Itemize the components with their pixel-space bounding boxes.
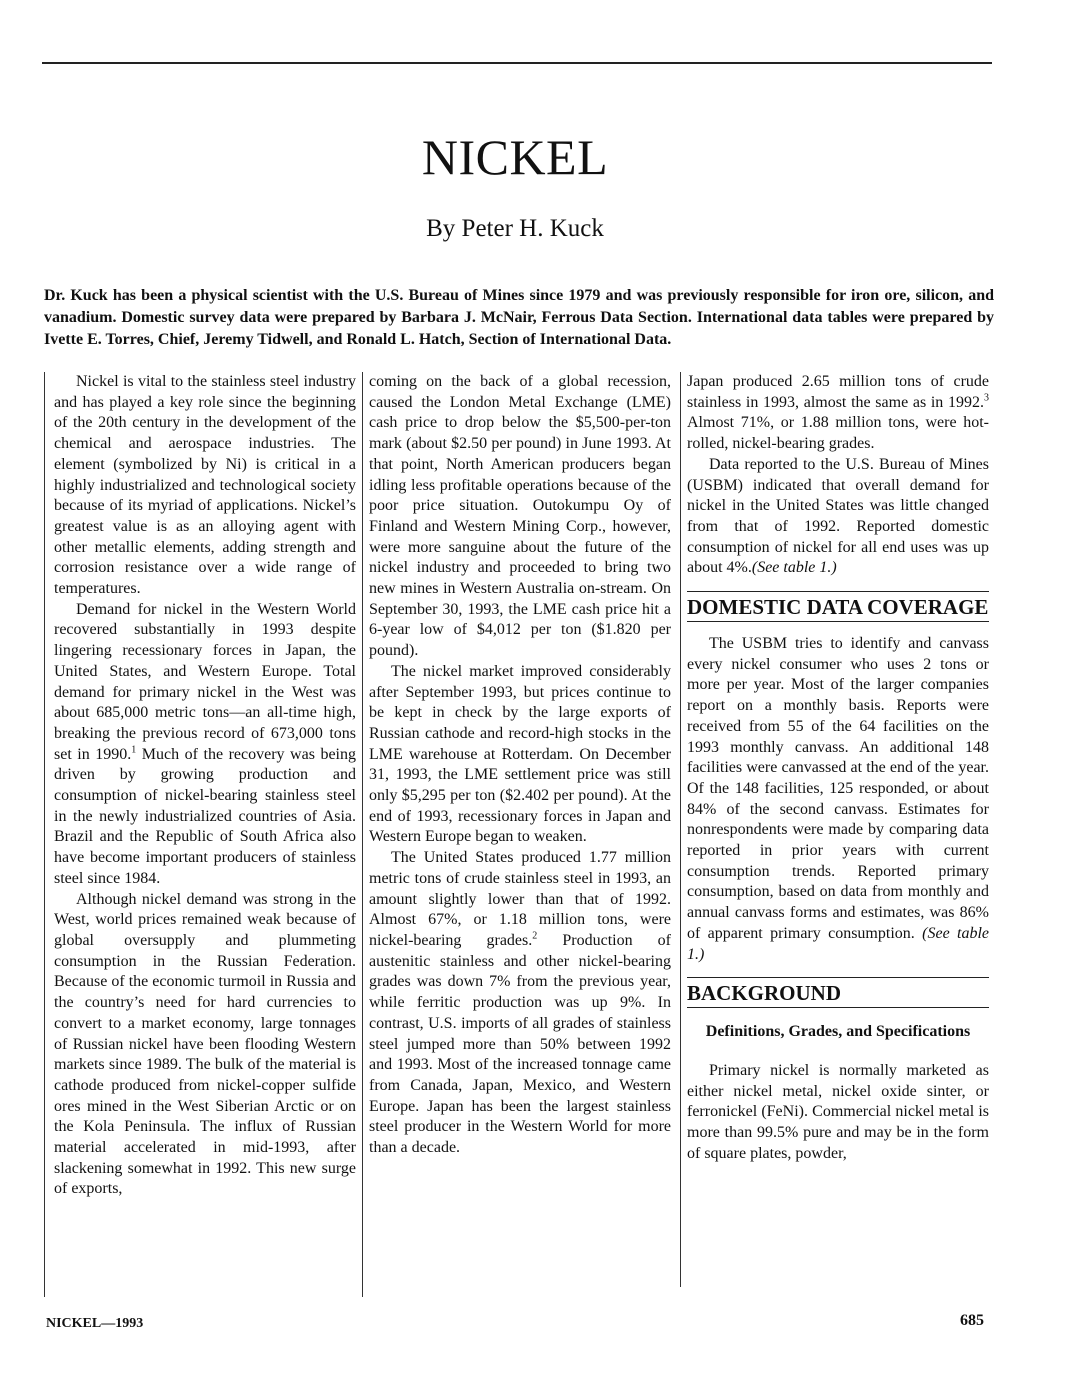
column-2: [369, 372, 671, 1159]
column-rule-left: [44, 372, 45, 1297]
column-1: [54, 372, 356, 1200]
page-title: NICKEL: [421, 129, 609, 185]
author-note: Dr. Kuck has been a physical scientist with the U.S. Bureau of Mines since 1979 and was previously responsible for iron ore, silicon, and vanadium. Domestic survey data were prepared by Barbara J. McNair, Ferrous Data Section. International data tables were prepared by Ivette E. Torres, Chief, Jeremy Tidwell, and Ronald L. Hatch, Section of International Data.: [44, 287, 994, 348]
subsection-heading: Definitions, Grades, and Specifications: [705, 1023, 971, 1041]
footnote-ref: 1: [131, 744, 137, 756]
paragraph: Demand for nickel in the Western World recovered substantially in 1993 despite lingering recessionary forces in Japan, the United States, and Western Europe. Total demand for primary nickel in the West was about 685,000 metric tons—an all-time high, breaking the previous record of 673,000 tons set in 1990.$^1$ Much of the recovery was being driven by growing production and consumption of nickel-bearing stainless steel in the newly industrialized countries of Asia. Brazil and the Republic of South Africa also have become important producers of stainless steel since 1984.: [54, 600, 356, 887]
author-byline: By Peter H. Kuck: [426, 215, 604, 242]
page-number: 685: [960, 1312, 984, 1329]
paragraph: Primary nickel is normally marketed as either nickel metal, nickel oxide sinter, or ferronickel (FeNi). Commercial nickel metal is more than 99.5% pure and may be in the form of square plates, powder,: [687, 1061, 989, 1162]
paragraph: Data reported to the U.S. Bureau of Mines (USBM) indicated that overall demand for nickel in the United States was little changed from that of 1992. Reported domestic consumption of nickel for all end uses was up about 4%.(See table 1.): [687, 455, 989, 577]
paragraph: coming on the back of a global recession, caused the London Metal Exchange (LME) cash price to drop below the $5,500-per-ton mark (about $2.50 per pound) in June 1993. At that point, North American producers began idling less profitable operations because of the poor price situation. Outokumpu Oy of Finland and Western Mining Corp., however, were more sanguine about the future of the nickel industry and proceeded to bring two new mines in Western Australia on-stream. On September 30, 1993, the LME cash price hit a 6-year low of $4,012 per ton ($1.820 per pound).: [369, 373, 671, 660]
table-reference: (See table 1.): [751, 559, 837, 577]
paragraph: Japan produced 2.65 million tons of crude stainless in 1993, almost the same as in 1992.$^3$ Almost 71%, or 1.88 million tons, were hot-rolled, nickel-bearing grades.: [687, 373, 989, 453]
running-footer: NICKEL—1993: [46, 1316, 144, 1331]
table-reference: (See table 1.): [687, 924, 990, 963]
paragraph: The United States produced 1.77 million metric tons of crude stainless steel in 1993, an amount slightly lower than that of 1992. Almost 67%, or 1.18 million tons, were nickel-bearing grades.$^2$ Production of austenitic stainless and other nickel-bearing grades was down 7% from the previous year, while ferritic production was up 9%. In contrast, U.S. imports of all grades of stainless steel jumped more than 50% between 1992 and 1993. Most of the increased tonnage came from Canada, Japan, Mexico, and Western Europe. Japan has been the largest stainless steel producer in the Western World for more than a decade.: [369, 849, 672, 1157]
section-heading-background: BACKGROUND: [687, 977, 989, 1008]
paragraph: The nickel market improved considerably after September 1993, but prices continue to be kept in check by the large exports of Russian cathode and record-high stocks in the LME warehouse at Rotterdam. On December 31, 1993, the LME settlement price was still only $5,295 per ton ($2.402 per pound). At the end of 1993, recessionary forces in Japan and Western Europe began to weaken.: [369, 662, 671, 846]
footnote-ref: 3: [984, 392, 989, 404]
paragraph: Nickel is vital to the stainless steel industry and has played a key role since the beginning of the 20th century in the development of the chemical and aerospace industries. The element (symbolized by Ni) is critical in a highly industrialized and technological society because of its myriad of applications. Nickel’s greatest value is as an alloying agent with other metallic elements, adding strength and corrosion resistance over a wide range of temperatures.: [54, 373, 356, 598]
section-heading-domestic-data-coverage: DOMESTIC DATA COVERAGE: [687, 591, 989, 622]
column-rule-right: [680, 372, 681, 1287]
column-3: [687, 372, 989, 1165]
top-rule: [42, 62, 992, 64]
column-rule-middle: [362, 372, 363, 1297]
paragraph: Although nickel demand was strong in the West, world prices remained weak because of global oversupply and plummeting consumption in the Russian Federation. Because of the economic turmoil in Russia and the country’s need for hard currencies to convert to a market economy, large tonnages of Russian nickel have been flooding Western markets since 1989. The bulk of the material is cathode produced from nickel-copper sulfide ores mined in the West Siberian Arctic or on the Kola Peninsula. The influx of Russian material accelerated in mid-1993, after slackening somewhat in 1992. This new surge of exports,: [54, 890, 356, 1198]
paragraph: The USBM tries to identify and canvass every nickel consumer who uses 2 tons or more per year. Most of the larger companies report on a monthly basis. Reports were received from 55 of the 64 facilities on the 1993 monthly canvass. An additional 148 facilities were canvassed at the end of the year. Of the 148 facilities, 125 responded, or about 84% of the second canvass. Estimates for nonrespondents were made by comparing data reported in prior years with current consumption trends. Reported primary consumption, based on data from monthly and annual canvass forms and estimates, was 86% of apparent primary consumption. (See table 1.): [687, 635, 990, 963]
footnote-ref: 2: [532, 930, 538, 942]
